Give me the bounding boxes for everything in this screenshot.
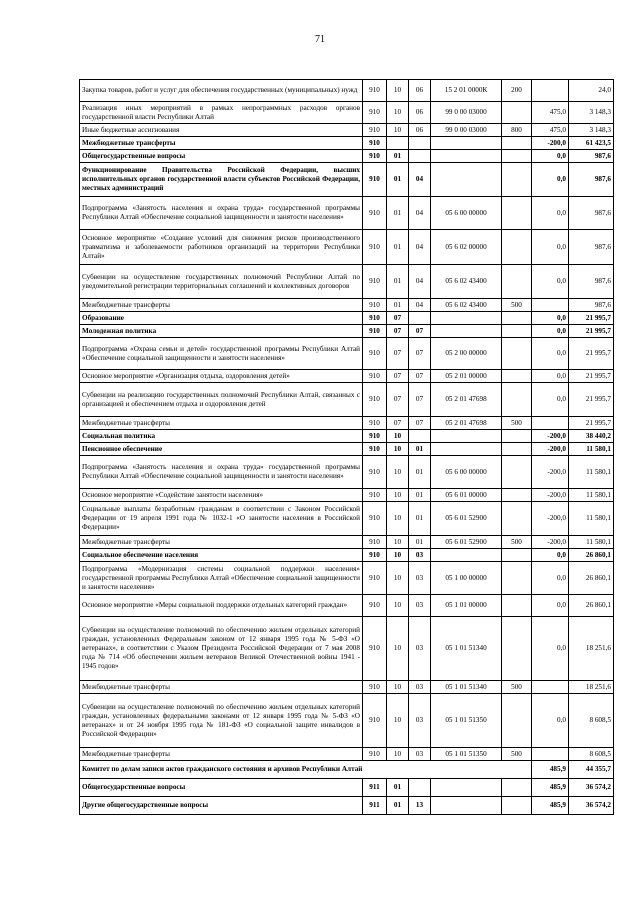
section-code: 01 <box>387 797 409 815</box>
total-amount: 21 995,7 <box>569 370 614 383</box>
row-name: Подпрограмма «Занятость населения и охрана труда» государственной программы Республики Алтай «Обеспечение социальной защищенности и занятости населения» <box>80 456 363 489</box>
row-name: Субвенции на реализацию государственных полномочий Республики Алтай, связанных с организацией и обеспечением отдыха и оздоровления детей <box>80 383 363 417</box>
change-amount: 0,0 <box>532 595 569 617</box>
subsection-code: 03 <box>409 681 431 694</box>
change-amount: -200,0 <box>532 536 569 549</box>
total-amount: 24,0 <box>569 80 614 102</box>
table-body <box>80 80 614 815</box>
table-row <box>80 102 614 124</box>
change-amount: 0,0 <box>532 163 569 197</box>
row-name: Реализация иных мероприятий в рамках непрограммных расходов органов государственной власти Республики Алтай <box>80 102 363 124</box>
admin-code: 910 <box>363 299 387 312</box>
section-code: 10 <box>387 748 409 761</box>
table-row <box>80 163 614 197</box>
section-code: 10 <box>387 489 409 502</box>
change-amount: -200,0 <box>532 443 569 456</box>
admin-code: 911 <box>363 797 387 815</box>
target-article-code: 05 6 01 00000 <box>431 489 502 502</box>
row-name: Субвенции на осуществление государственных полномочий Республики Алтай по уведомительной регистрации территориальных соглашений и коллективных договоров <box>80 265 363 299</box>
table-row <box>80 694 614 748</box>
subsection-code: 03 <box>409 595 431 617</box>
target-article-code <box>431 150 502 163</box>
admin-code: 910 <box>363 230 387 265</box>
subsection-code: 01 <box>409 489 431 502</box>
section-code: 10 <box>387 443 409 456</box>
total-amount: 21 995,7 <box>569 417 614 430</box>
subsection-code: 06 <box>409 124 431 137</box>
admin-code: 910 <box>363 694 387 748</box>
change-amount: 0,0 <box>532 338 569 370</box>
table-row <box>80 536 614 549</box>
row-name: Межбюджетные трансферты <box>80 417 363 430</box>
section-code: 10 <box>387 536 409 549</box>
subsection-code: 01 <box>409 502 431 536</box>
table-row <box>80 489 614 502</box>
table-row <box>80 137 614 150</box>
row-name: Молодежная политика <box>80 325 363 338</box>
table-row <box>80 748 614 761</box>
target-article-code: 05 1 01 51350 <box>431 694 502 748</box>
total-amount: 26 860,1 <box>569 562 614 595</box>
target-article-code <box>431 137 502 150</box>
total-amount: 3 148,3 <box>569 102 614 124</box>
table-row <box>80 502 614 536</box>
row-name: Социальные выплаты безработным гражданам в соответствии с Законом Российской Федерации от 19 апреля 1991 года № 1032-1 «О занятости населения в Российской Федерации» <box>80 502 363 536</box>
row-name: Пенсионное обеспечение <box>80 443 363 456</box>
row-name: Межбюджетные трансферты <box>80 299 363 312</box>
admin-code: 910 <box>363 265 387 299</box>
row-name: Социальное обеспечение населения <box>80 549 363 562</box>
admin-code: 910 <box>363 443 387 456</box>
change-amount: 485,9 <box>532 779 569 797</box>
change-amount <box>532 299 569 312</box>
section-code: 01 <box>387 299 409 312</box>
section-code: 10 <box>387 562 409 595</box>
section-code: 07 <box>387 338 409 370</box>
expense-type-code: 500 <box>502 748 532 761</box>
subsection-code: 04 <box>409 230 431 265</box>
change-amount: 0,0 <box>532 694 569 748</box>
row-name: Образование <box>80 312 363 325</box>
change-amount <box>532 748 569 761</box>
row-name: Функционирование Правительства Российской Федерации, высших исполнительных органов государственной власти субъектов Российской Федерации, местных администраций <box>80 163 363 197</box>
target-article-code <box>431 325 502 338</box>
change-amount: 0,0 <box>532 265 569 299</box>
expense-type-code <box>502 230 532 265</box>
subsection-code: 07 <box>409 370 431 383</box>
change-amount: 0,0 <box>532 325 569 338</box>
change-amount: 475,0 <box>532 102 569 124</box>
section-code: 07 <box>387 312 409 325</box>
section-code: 07 <box>387 325 409 338</box>
admin-code: 910 <box>363 562 387 595</box>
table-row <box>80 430 614 443</box>
expense-type-code <box>502 102 532 124</box>
subsection-code: 06 <box>409 102 431 124</box>
change-amount: 0,0 <box>532 312 569 325</box>
admin-code: 910 <box>363 595 387 617</box>
budget-table <box>79 79 614 815</box>
section-code: 10 <box>387 80 409 102</box>
row-name: Общегосударственные вопросы <box>80 779 363 797</box>
row-name: Закупка товаров, работ и услуг для обеспечения государственных (муниципальных) нужд <box>80 80 363 102</box>
total-amount: 987,6 <box>569 230 614 265</box>
row-name: Межбюджетные трансферты <box>80 748 363 761</box>
change-amount <box>532 681 569 694</box>
admin-code: 910 <box>363 430 387 443</box>
expense-type-code: 800 <box>502 124 532 137</box>
table-row <box>80 797 614 815</box>
change-amount: 475,0 <box>532 124 569 137</box>
admin-code: 910 <box>363 456 387 489</box>
admin-code: 910 <box>363 102 387 124</box>
total-amount: 36 574,2 <box>569 779 614 797</box>
target-article-code: 05 6 00 00000 <box>431 197 502 230</box>
total-amount: 987,6 <box>569 150 614 163</box>
total-amount: 21 995,7 <box>569 383 614 417</box>
target-article-code <box>431 443 502 456</box>
total-amount: 44 355,7 <box>569 761 614 779</box>
change-amount: 0,0 <box>532 197 569 230</box>
total-amount: 26 860,1 <box>569 549 614 562</box>
table-row <box>80 595 614 617</box>
target-article-code: 05 2 01 47698 <box>431 417 502 430</box>
section-code: 07 <box>387 417 409 430</box>
row-name: Межбюджетные трансферты <box>80 536 363 549</box>
subsection-code: 07 <box>409 325 431 338</box>
expense-type-code <box>502 779 532 797</box>
change-amount: -200,0 <box>532 137 569 150</box>
table-row <box>80 549 614 562</box>
total-amount: 61 423,5 <box>569 137 614 150</box>
target-article-code: 05 1 01 00000 <box>431 595 502 617</box>
change-amount: 0,0 <box>532 150 569 163</box>
expense-type-code <box>502 489 532 502</box>
section-code: 07 <box>387 370 409 383</box>
row-name: Основное мероприятие «Меры социальной поддержки отдельных категорий граждан» <box>80 595 363 617</box>
section-code: 01 <box>387 163 409 197</box>
expense-type-code: 500 <box>502 536 532 549</box>
subsection-code <box>409 779 431 797</box>
table-row <box>80 383 614 417</box>
subsection-code: 06 <box>409 80 431 102</box>
table-row <box>80 338 614 370</box>
admin-code: 910 <box>363 681 387 694</box>
subsection-code <box>409 312 431 325</box>
target-article-code <box>431 312 502 325</box>
subsection-code: 03 <box>409 748 431 761</box>
admin-code: 910 <box>363 80 387 102</box>
target-article-code: 99 0 00 03000 <box>431 124 502 137</box>
section-code: 01 <box>387 197 409 230</box>
expense-type-code <box>502 430 532 443</box>
expense-type-code <box>502 370 532 383</box>
total-amount: 987,6 <box>569 265 614 299</box>
change-amount: 485,9 <box>532 797 569 815</box>
target-article-code <box>431 163 502 197</box>
expense-type-code <box>502 502 532 536</box>
row-name: Основное мероприятие «Содействие занятости населения» <box>80 489 363 502</box>
total-amount: 11 580,1 <box>569 456 614 489</box>
expense-type-code: 500 <box>502 299 532 312</box>
admin-code: 910 <box>363 549 387 562</box>
change-amount: -200,0 <box>532 430 569 443</box>
total-amount: 26 860,1 <box>569 595 614 617</box>
change-amount <box>532 417 569 430</box>
admin-code: 911 <box>363 779 387 797</box>
target-article-code: 05 1 00 00000 <box>431 562 502 595</box>
subsection-code: 03 <box>409 549 431 562</box>
subsection-code: 03 <box>409 694 431 748</box>
total-amount: 8 608,5 <box>569 694 614 748</box>
expense-type-code <box>502 694 532 748</box>
row-name: Иные бюджетные ассигнования <box>80 124 363 137</box>
expense-type-code <box>502 562 532 595</box>
table-row <box>80 779 614 797</box>
section-code <box>387 137 409 150</box>
table-row <box>80 443 614 456</box>
subsection-code: 04 <box>409 163 431 197</box>
table-row <box>80 80 614 102</box>
section-code: 10 <box>387 502 409 536</box>
section-code: 10 <box>387 549 409 562</box>
change-amount: 0,0 <box>532 549 569 562</box>
expense-type-code <box>502 265 532 299</box>
admin-code: 910 <box>363 617 387 681</box>
subsection-code: 03 <box>409 562 431 595</box>
section-code: 10 <box>387 694 409 748</box>
row-name: Межбюджетные трансферты <box>80 681 363 694</box>
section-code: 10 <box>387 102 409 124</box>
expense-type-code <box>502 338 532 370</box>
table-row <box>80 124 614 137</box>
subsection-code <box>409 137 431 150</box>
target-article-code: 05 2 00 00000 <box>431 338 502 370</box>
section-code: 10 <box>387 430 409 443</box>
admin-code: 910 <box>363 417 387 430</box>
table-row <box>80 230 614 265</box>
expense-type-code <box>502 797 532 815</box>
admin-code: 910 <box>363 370 387 383</box>
section-code: 10 <box>387 617 409 681</box>
target-article-code: 05 1 01 51350 <box>431 748 502 761</box>
admin-code: 910 <box>363 124 387 137</box>
expense-type-code <box>502 137 532 150</box>
total-amount: 21 995,7 <box>569 312 614 325</box>
table-row <box>80 617 614 681</box>
target-article-code: 15 2 01 0000К <box>431 80 502 102</box>
target-article-code: 05 6 00 00000 <box>431 456 502 489</box>
admin-code: 910 <box>363 325 387 338</box>
table-row <box>80 265 614 299</box>
table-row <box>80 325 614 338</box>
subsection-code: 13 <box>409 797 431 815</box>
change-amount: -200,0 <box>532 456 569 489</box>
total-amount: 18 251,6 <box>569 681 614 694</box>
table-row <box>80 150 614 163</box>
target-article-code: 05 6 02 43400 <box>431 299 502 312</box>
table-row <box>80 417 614 430</box>
expense-type-code: 200 <box>502 80 532 102</box>
admin-code: 910 <box>363 536 387 549</box>
table-row <box>80 312 614 325</box>
target-article-code: 05 1 01 51340 <box>431 681 502 694</box>
total-amount: 11 580,1 <box>569 536 614 549</box>
expense-type-code <box>502 595 532 617</box>
change-amount: 0,0 <box>532 617 569 681</box>
subsection-code: 01 <box>409 443 431 456</box>
expense-type-code <box>502 443 532 456</box>
row-name: Основное мероприятие «Организация отдыха, оздоровления детей» <box>80 370 363 383</box>
admin-code: 910 <box>363 338 387 370</box>
table-row <box>80 562 614 595</box>
subsection-code: 01 <box>409 536 431 549</box>
target-article-code <box>431 430 502 443</box>
change-amount: 0,0 <box>532 383 569 417</box>
expense-type-code <box>502 549 532 562</box>
target-article-code: 05 2 01 47698 <box>431 383 502 417</box>
section-code: 10 <box>387 124 409 137</box>
row-name: Межбюджетные трансферты <box>80 137 363 150</box>
admin-code: 910 <box>363 197 387 230</box>
total-amount: 8 608,5 <box>569 748 614 761</box>
row-name: Другие общегосударственные вопросы <box>80 797 363 815</box>
target-article-code <box>431 549 502 562</box>
total-amount: 3 148,3 <box>569 124 614 137</box>
total-amount: 36 574,2 <box>569 797 614 815</box>
row-name: Основное мероприятие «Создание условий для снижения рисков производственного травматизма и заболеваемости работников организаций на территории Республики Алтай» <box>80 230 363 265</box>
row-name: Подпрограмма «Модернизация системы социальной поддержки населения» государственной программы Республики Алтай «Обеспечение социальной защищенности и занятости населения» <box>80 562 363 595</box>
change-amount: 0,0 <box>532 562 569 595</box>
table-row <box>80 761 614 779</box>
table-row <box>80 456 614 489</box>
admin-code: 910 <box>363 150 387 163</box>
section-code: 01 <box>387 230 409 265</box>
row-name: Комитет по делам записи актов гражданского состояния и архивов Республики Алтай <box>80 761 532 779</box>
row-name: Субвенции на осуществление полномочий по обеспечению жильем отдельных категорий граждан, установленных Федеральным законом от 12 января 1995 года № 5-ФЗ «О ветеранах», в соответствии с Указом Президента Российской Федерации от 7 мая 2008 года № 714 «Об обеспечении жильем ветеранов Великой Отечественной войны 1941 - 1945 годов» <box>80 617 363 681</box>
expense-type-code: 500 <box>502 681 532 694</box>
change-amount: 0,0 <box>532 370 569 383</box>
total-amount: 987,6 <box>569 197 614 230</box>
admin-code: 910 <box>363 489 387 502</box>
row-name: Подпрограмма «Занятость населения и охрана труда» государственной программы Республики Алтай «Обеспечение социальной защищенности и занятости населения» <box>80 197 363 230</box>
expense-type-code <box>502 456 532 489</box>
section-code: 07 <box>387 383 409 417</box>
subsection-code <box>409 150 431 163</box>
target-article-code: 05 1 01 51340 <box>431 617 502 681</box>
target-article-code: 99 0 00 03000 <box>431 102 502 124</box>
subsection-code: 07 <box>409 338 431 370</box>
total-amount: 987,6 <box>569 163 614 197</box>
change-amount <box>532 80 569 102</box>
section-code: 01 <box>387 265 409 299</box>
target-article-code <box>431 779 502 797</box>
total-amount: 11 580,1 <box>569 502 614 536</box>
target-article-code: 05 6 01 52900 <box>431 536 502 549</box>
subsection-code: 07 <box>409 383 431 417</box>
total-amount: 21 995,7 <box>569 338 614 370</box>
expense-type-code <box>502 150 532 163</box>
table-row <box>80 370 614 383</box>
section-code: 10 <box>387 681 409 694</box>
subsection-code: 04 <box>409 265 431 299</box>
change-amount: 485,9 <box>532 761 569 779</box>
change-amount: -200,0 <box>532 489 569 502</box>
target-article-code: 05 2 01 00000 <box>431 370 502 383</box>
target-article-code: 05 6 02 43400 <box>431 265 502 299</box>
subsection-code: 04 <box>409 197 431 230</box>
expense-type-code: 500 <box>502 417 532 430</box>
section-code: 01 <box>387 150 409 163</box>
expense-type-code <box>502 383 532 417</box>
admin-code: 910 <box>363 748 387 761</box>
admin-code: 910 <box>363 502 387 536</box>
expense-type-code <box>502 197 532 230</box>
row-name: Подпрограмма «Охрана семьи и детей» государственной программы Республики Алтай «Обеспечение социальной защищенности и занятости населения» <box>80 338 363 370</box>
row-name: Социальная политика <box>80 430 363 443</box>
total-amount: 21 995,7 <box>569 325 614 338</box>
table-row <box>80 197 614 230</box>
admin-code: 910 <box>363 312 387 325</box>
section-code: 01 <box>387 779 409 797</box>
total-amount: 11 580,1 <box>569 443 614 456</box>
target-article-code: 05 6 02 00000 <box>431 230 502 265</box>
expense-type-code <box>502 312 532 325</box>
target-article-code: 05 6 01 52900 <box>431 502 502 536</box>
table-row <box>80 299 614 312</box>
section-code: 10 <box>387 456 409 489</box>
page-number: 71 <box>315 34 325 45</box>
expense-type-code <box>502 325 532 338</box>
subsection-code <box>409 430 431 443</box>
total-amount: 11 580,1 <box>569 489 614 502</box>
subsection-code: 07 <box>409 417 431 430</box>
subsection-code: 03 <box>409 617 431 681</box>
subsection-code: 01 <box>409 456 431 489</box>
total-amount: 18 251,6 <box>569 617 614 681</box>
expense-type-code <box>502 617 532 681</box>
total-amount: 987,6 <box>569 299 614 312</box>
row-name: Субвенции на осуществление полномочий по обеспечению жильем отдельных категорий граждан, установленных федеральными законами от 12 января 1995 года № 5-ФЗ «О ветеранах» и от 24 ноября 1995 года № 181-ФЗ «О социальной защите инвалидов в Российской Федерации» <box>80 694 363 748</box>
expense-type-code <box>502 163 532 197</box>
admin-code: 910 <box>363 137 387 150</box>
target-article-code <box>431 797 502 815</box>
admin-code: 910 <box>363 383 387 417</box>
section-code: 10 <box>387 595 409 617</box>
subsection-code: 04 <box>409 299 431 312</box>
admin-code: 910 <box>363 163 387 197</box>
total-amount: 38 440,2 <box>569 430 614 443</box>
row-name: Общегосударственные вопросы <box>80 150 363 163</box>
change-amount: 0,0 <box>532 230 569 265</box>
change-amount: -200,0 <box>532 502 569 536</box>
table-row <box>80 681 614 694</box>
